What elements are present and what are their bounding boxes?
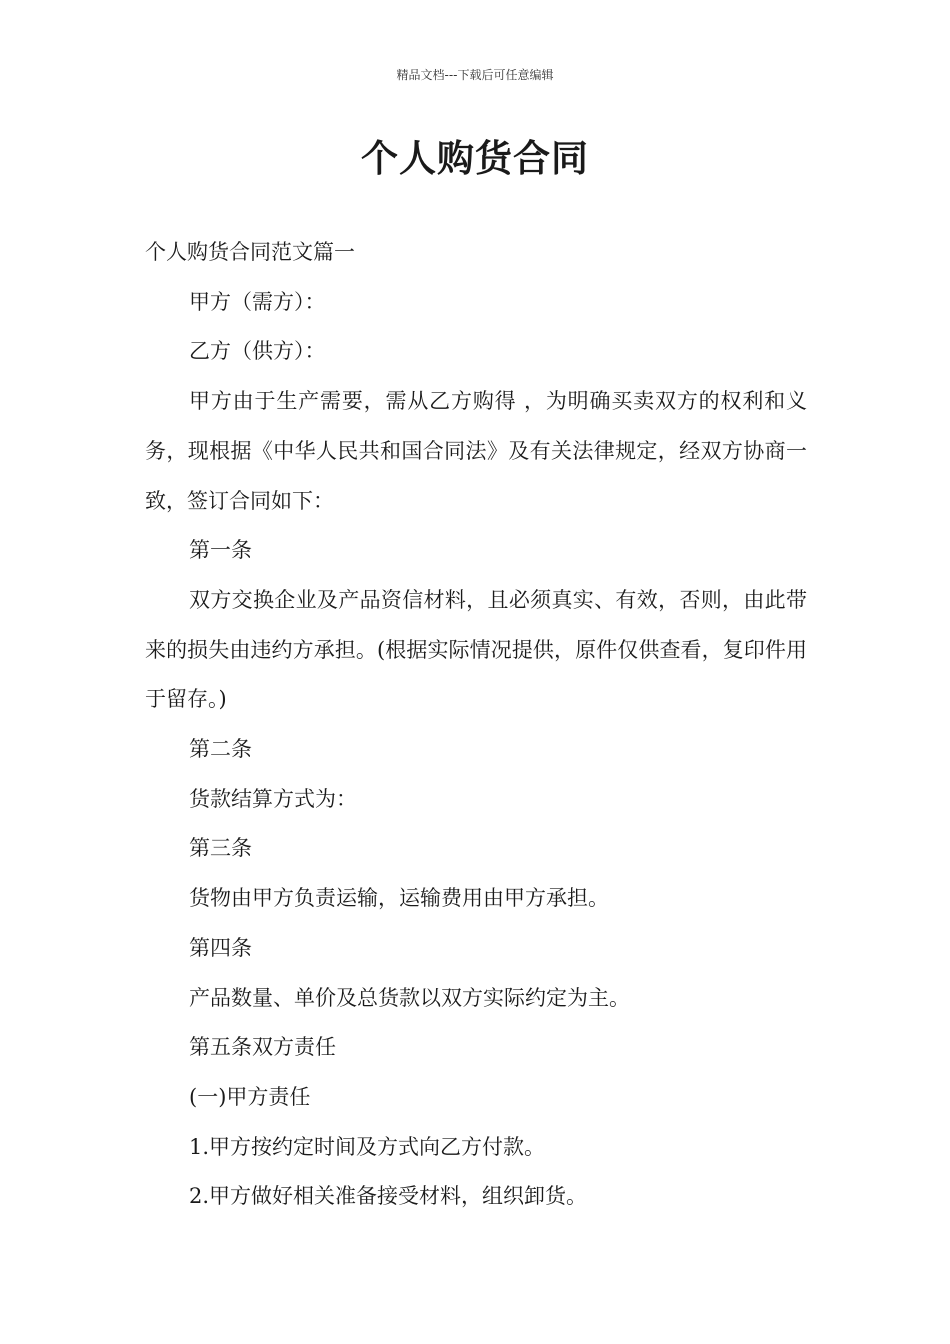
party-b-line: 乙方（供方）：	[189, 339, 326, 364]
preamble-paragraph: 甲方由于生产需要，需从乙方购得 ，为明确买卖双方的权利和义务，现根据《中华人民共和国合同法》及有关法律规定，经双方协商一致，签订合同如下：	[145, 389, 807, 513]
article-paragraph: 双方交换企业及产品资信材料，且必须真实、有效，否则，由此带来的损失由违约方承担。(根据实际情况提供，原件仅供查看，复印件用于留存。)	[145, 587, 807, 712]
document-title: 个人购货合同	[361, 137, 589, 180]
article-heading: 第五条双方责任	[189, 1035, 336, 1060]
document-body	[145, 228, 807, 1222]
article-paragraph: 货款结算方式为：	[189, 786, 357, 811]
article-heading: 第三条	[189, 836, 252, 861]
article-paragraph: 货物由甲方负责运输，运输费用由甲方承担。	[189, 886, 609, 911]
list-item: 1.甲方按约定时间及方式向乙方付款。	[189, 1134, 546, 1159]
article-paragraph: 产品数量、单价及总货款以双方实际约定为主。	[189, 985, 630, 1010]
article-heading: 第一条	[189, 538, 252, 563]
subsection-heading: (一)甲方责任	[189, 1084, 311, 1109]
list-item: 2.甲方做好相关准备接受材料，组织卸货。	[189, 1184, 588, 1209]
party-a-line: 甲方（需方）：	[189, 289, 326, 314]
article-heading: 第四条	[189, 935, 252, 960]
section-heading: 个人购货合同范文篇一	[145, 240, 355, 264]
article-heading: 第二条	[189, 737, 252, 762]
header-note: 精品文档---下载后可任意编辑	[396, 68, 554, 82]
